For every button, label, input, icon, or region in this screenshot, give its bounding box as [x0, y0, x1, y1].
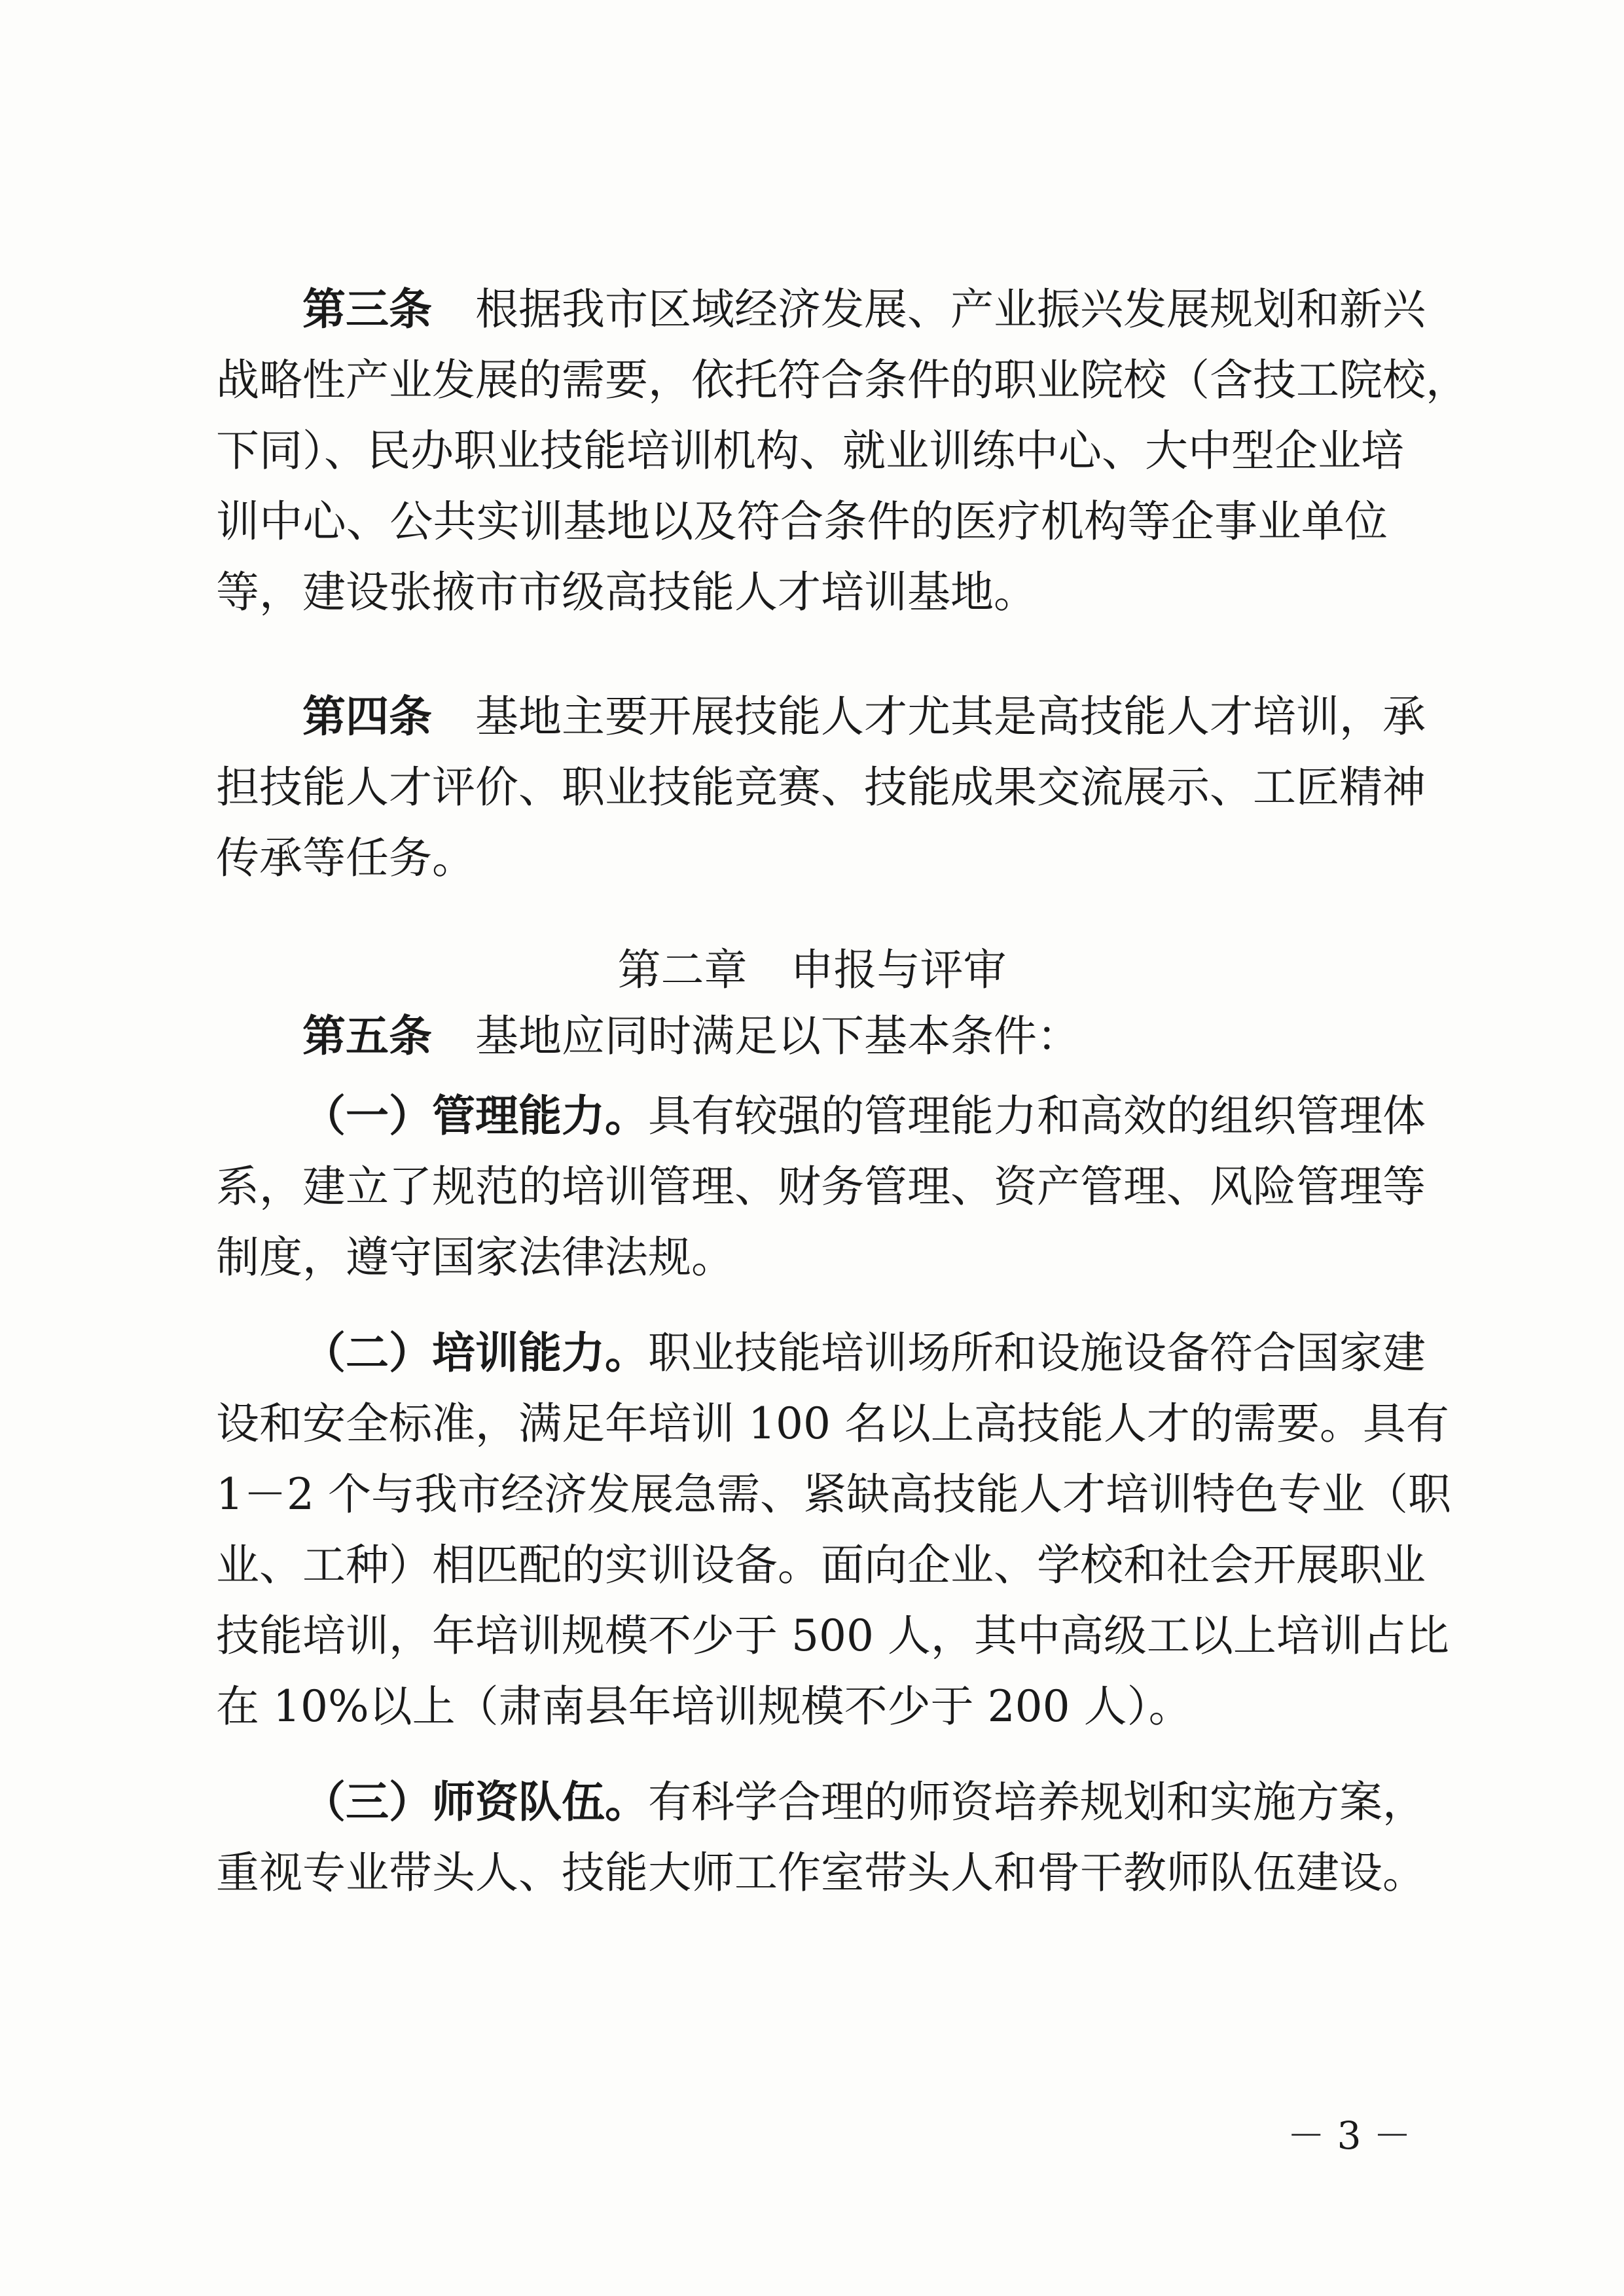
- article5-line: [302, 1011, 1080, 1061]
- item1-line-2: 系，建立了规范的培训管理、财务管理、资产管理、风险管理等: [216, 1161, 1426, 1212]
- item1-line-1: [302, 1091, 1426, 1141]
- item2-line-6: 在 10%以上（肃南县年培训规模不少于 200 人）。: [216, 1681, 1192, 1732]
- article3-label: 第三条: [302, 284, 432, 335]
- article3-text-1: 根据我市区域经济发展、产业振兴发展规划和新兴: [475, 284, 1426, 335]
- item2-line-2: 设和安全标准，满足年培训 100 名以上高技能人才的需要。具有: [216, 1398, 1449, 1449]
- item2-line-4: 业、工种）相匹配的实训设备。面向企业、学校和社会开展职业: [216, 1540, 1426, 1590]
- article4-label: 第四条: [302, 691, 432, 742]
- item1-text-1: 具有较强的管理能力和高效的组织管理体: [648, 1091, 1426, 1141]
- item2-text-1: 职业技能培训场所和设施设备符合国家建: [648, 1328, 1426, 1378]
- article3-line-4: 训中心、公共实训基地以及符合条件的医疗机构等企事业单位: [216, 496, 1388, 547]
- article4-text-1: 基地主要开展技能人才尤其是高技能人才培训，承: [475, 691, 1426, 742]
- article5-text: 基地应同时满足以下基本条件：: [475, 1011, 1080, 1061]
- item1-line-3: 制度，遵守国家法律法规。: [216, 1232, 734, 1283]
- item2-line-1: [302, 1328, 1426, 1378]
- article5-label: 第五条: [302, 1011, 432, 1061]
- article3-line-3: 下同）、民办职业技能培训机构、就业训练中心、大中型企业培: [216, 426, 1404, 476]
- article4-line-1: [302, 691, 1426, 742]
- item2-line-5: 技能培训，年培训规模不少于 500 人，其中高级工以上培训占比: [216, 1611, 1449, 1661]
- item3-line-2: 重视专业带头人、技能大师工作室带头人和骨干教师队伍建设。: [216, 1848, 1426, 1898]
- article3-line-1: [302, 284, 1426, 335]
- page-number: － 3 －: [1287, 2113, 1411, 2158]
- article4-line-2: 担技能人才评价、职业技能竞赛、技能成果交流展示、工匠精神: [216, 762, 1426, 812]
- item3-line-1: [302, 1777, 1426, 1827]
- item2-line-3: 1－2 个与我市经济发展急需、紧缺高技能人才培训特色专业（职: [216, 1469, 1451, 1520]
- item3-text-1: 有科学合理的师资培养规划和实施方案，: [648, 1777, 1426, 1827]
- chapter-heading: 第二章 申报与评审: [617, 945, 1007, 995]
- item2-label: （二）培训能力。: [302, 1328, 648, 1378]
- item1-label: （一）管理能力。: [302, 1091, 648, 1141]
- article3-line-5: 等，建设张掖市市级高技能人才培训基地。: [216, 567, 1037, 617]
- item3-label: （三）师资队伍。: [302, 1777, 648, 1827]
- article4-line-3: 传承等任务。: [216, 833, 475, 883]
- article3-line-2: 战略性产业发展的需要，依托符合条件的职业院校（含技工院校，: [216, 355, 1469, 405]
